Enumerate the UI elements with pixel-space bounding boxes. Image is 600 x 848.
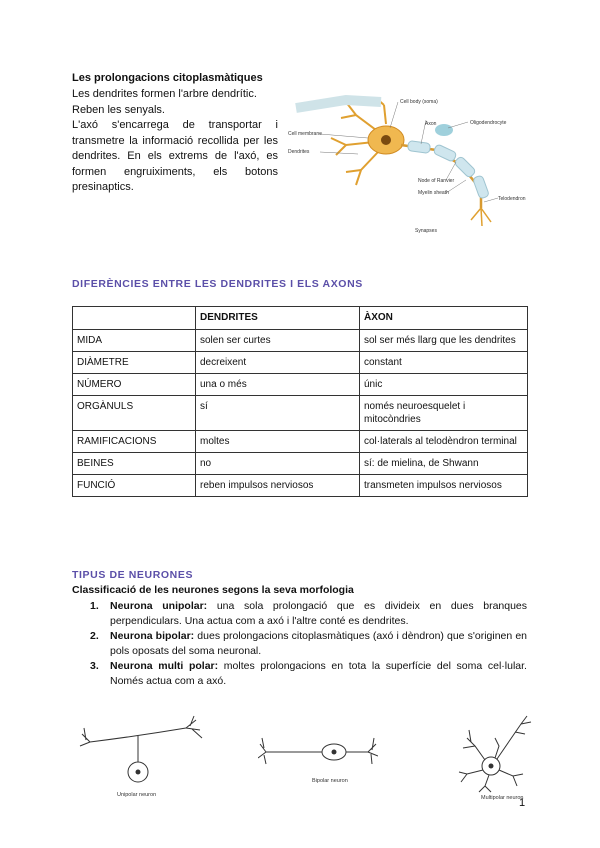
item-text: moltes prolongacions en tota la superfície del soma cel·lular. Només actua com a axó. <box>110 660 527 687</box>
differences-table <box>72 306 528 497</box>
table-row <box>73 374 528 396</box>
list-item <box>90 629 527 658</box>
dendrites-cell: reben impulsos nerviosos <box>196 475 360 497</box>
table-row <box>73 352 528 374</box>
label-cell-membrane: Cell membrane <box>288 131 322 137</box>
table-row <box>73 396 528 431</box>
label-axon: Axon <box>425 121 437 127</box>
table-row <box>73 475 528 497</box>
header-cell: DENDRITES <box>196 307 360 330</box>
axon-cell: únic <box>360 374 528 396</box>
types-title: TIPUS DE NEURONES <box>72 569 194 581</box>
page-number: 1 <box>519 797 526 809</box>
row-label: FUNCIÓ <box>73 475 196 497</box>
differences-title: DIFERÈNCIES ENTRE LES DENDRITES I ELS AXONS <box>72 278 363 290</box>
dendrites-cell: una o més <box>196 374 360 396</box>
table-row <box>73 431 528 453</box>
row-label: MIDA <box>73 330 196 352</box>
item-name: Neurona unipolar: <box>110 600 208 612</box>
item-text: dues prolongacions citoplasmàtiques (axó i dèndron) que s'originen en pols oposats del soma neuronal. <box>110 630 528 657</box>
dendrites-cell: sí <box>196 396 360 431</box>
label-dendrites: Dendrites <box>288 149 310 155</box>
item-number: 3. <box>90 660 99 672</box>
unipolar-neuron-figure <box>78 714 208 794</box>
row-label: BEINES <box>73 453 196 475</box>
unipolar-caption: Unipolar neuron <box>117 792 157 798</box>
axon-cell: sí: de mielina, de Shwann <box>360 453 528 475</box>
glial-process-drawing <box>296 100 381 108</box>
bipolar-caption: Bipolar neuron <box>312 778 348 784</box>
row-label: ORGÀNULS <box>73 396 196 431</box>
item-number: 2. <box>90 630 99 642</box>
intro-line-2: Reben les senyals. <box>72 103 165 116</box>
row-label: RAMIFICACIONS <box>73 431 196 453</box>
label-myelin-sheath: Myelin sheath <box>418 190 449 196</box>
list-item <box>90 599 527 628</box>
multipolar-caption: Multipolar neuron <box>481 795 524 801</box>
table-header-row <box>73 307 528 330</box>
label-telodendron: Telodendron <box>498 196 526 202</box>
axon-cell: només neuroesquelet i mitocòndries <box>360 396 528 431</box>
header-cell <box>73 307 196 330</box>
axon-cell: constant <box>360 352 528 374</box>
neuron-diagram <box>286 90 536 240</box>
label-cell-body: Cell body (soma) <box>400 99 438 105</box>
neuron-types-list <box>90 599 527 689</box>
telodendron-drawing <box>471 208 491 226</box>
multipolar-neuron-figure <box>455 712 535 794</box>
item-name: Neurona bipolar: <box>110 630 195 642</box>
table-row <box>73 330 528 352</box>
nucleus-drawing <box>381 135 391 145</box>
dendrites-cell: no <box>196 453 360 475</box>
row-label: DIÀMETRE <box>73 352 196 374</box>
intro-text <box>72 87 278 196</box>
label-oligodendrocyte: Oligodendrocyte <box>470 120 507 126</box>
axon-cell: sol ser més llarg que les dendrites <box>360 330 528 352</box>
label-node-of-ranvier: Node of Ranvier <box>418 178 455 184</box>
item-name: Neurona multi polar: <box>110 660 219 672</box>
list-item <box>90 659 527 688</box>
axon-cell: col·laterals al telodèndron terminal <box>360 431 528 453</box>
bipolar-neuron-figure <box>258 730 378 775</box>
row-label: NÚMERO <box>73 374 196 396</box>
intro-line-1: Les dendrites formen l'arbre dendrític. <box>72 88 257 100</box>
item-number: 1. <box>90 600 99 612</box>
dendrites-cell: decreixent <box>196 352 360 374</box>
item-text: una sola prolongació que es divideix en dues branques perpendiculars. Una actua com a axó i l'altre conté es dendrites. <box>110 600 528 627</box>
label-synapses: Synapses <box>415 228 437 234</box>
dendrites-cell: solen ser curtes <box>196 330 360 352</box>
intro-paragraph: L'axó s'encarrega de transportar i transmetre la informació recollida per les dendrites. En els extrems de l'axó, es formen engruiximents, els botons presinaptics. <box>72 119 278 193</box>
oligodendrocyte-drawing <box>435 124 453 136</box>
axon-cell: transmeten impulsos nerviosos <box>360 475 528 497</box>
table-row <box>73 453 528 475</box>
dendrites-cell: moltes <box>196 431 360 453</box>
intro-heading: Les prolongacions citoplasmàtiques <box>72 72 263 84</box>
header-cell: ÀXON <box>360 307 528 330</box>
types-subtitle: Classificació de les neurones segons la seva morfologia <box>72 584 354 596</box>
